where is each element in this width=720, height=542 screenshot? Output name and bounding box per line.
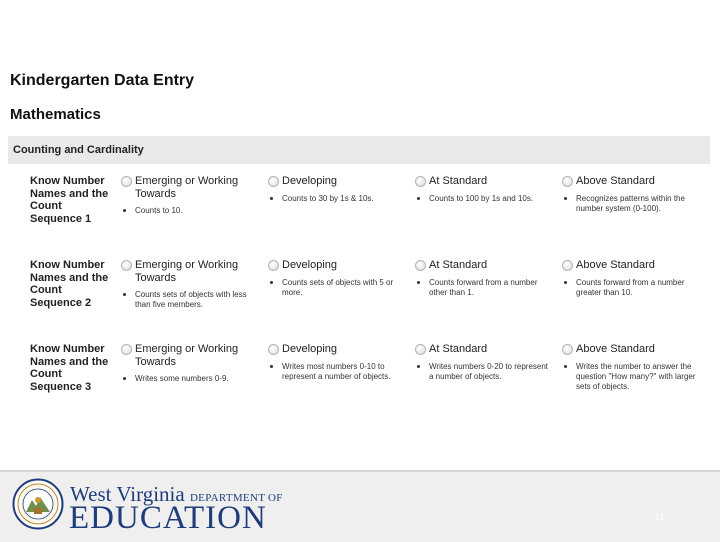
radio-button[interactable] — [121, 344, 132, 355]
section-title: Counting and Cardinality — [13, 144, 144, 156]
option-label: Developing — [282, 343, 338, 355]
bullet-icon — [123, 209, 126, 212]
option-above-standard[interactable] — [561, 259, 701, 298]
option-label: At Standard — [429, 343, 488, 355]
option-above-standard[interactable] — [561, 175, 701, 214]
bullet-icon — [564, 197, 567, 200]
bullet-icon — [123, 377, 126, 380]
radio-button[interactable] — [562, 176, 573, 187]
option-label: Emerging or Working Towards — [135, 343, 239, 368]
page-title: Kindergarten Data Entry — [10, 72, 195, 89]
option-developing[interactable] — [267, 259, 407, 298]
bullet-icon — [270, 281, 273, 284]
option-label: Emerging or Working Towards — [135, 175, 239, 200]
bullet-icon — [564, 365, 567, 368]
option-description: Counts forward from a number other than 1. — [429, 277, 538, 297]
option-label: At Standard — [429, 259, 488, 271]
radio-button[interactable] — [121, 260, 132, 271]
option-at-standard[interactable] — [414, 259, 554, 298]
option-developing[interactable] — [267, 343, 407, 382]
footer-banner — [0, 470, 720, 542]
option-description: Writes some numbers 0-9. — [135, 374, 229, 383]
radio-button[interactable] — [562, 260, 573, 271]
section-header — [8, 136, 710, 164]
option-description: Counts to 30 by 1s & 10s. — [282, 193, 374, 203]
option-description: Counts to 10. — [135, 206, 183, 215]
option-description: Writes numbers 0-20 to represent a number of objects. — [429, 361, 549, 381]
option-label: Above Standard — [576, 343, 655, 355]
option-label: At Standard — [429, 175, 488, 187]
radio-button[interactable] — [415, 176, 426, 187]
option-developing[interactable] — [267, 175, 407, 204]
radio-button[interactable] — [415, 344, 426, 355]
standard-row — [0, 259, 720, 341]
option-emerging[interactable] — [120, 259, 260, 310]
radio-button[interactable] — [268, 260, 279, 271]
radio-button[interactable] — [268, 176, 279, 187]
organization-wordmark: EDUCATION — [69, 500, 267, 536]
subject-heading: Mathematics — [10, 106, 101, 123]
bullet-icon — [270, 197, 273, 200]
radio-button[interactable] — [562, 344, 573, 355]
organization-name: West Virginia DEPARTMENT OF — [70, 482, 283, 506]
standard-row — [0, 343, 720, 425]
option-description: Counts forward from a number greater than 10. — [576, 277, 685, 297]
option-emerging[interactable] — [120, 343, 260, 384]
standard-label: Know Number Names and the Count Sequence 3 — [30, 343, 109, 393]
option-description: Counts sets of objects with 5 or more. — [282, 277, 394, 297]
bullet-icon — [417, 365, 420, 368]
option-description: Counts to 100 by 1s and 10s. — [429, 193, 534, 203]
bullet-icon — [564, 281, 567, 284]
option-at-standard[interactable] — [414, 175, 554, 204]
option-description: Counts sets of objects with less than five members. — [135, 290, 247, 309]
option-above-standard[interactable] — [561, 343, 701, 392]
option-description: Recognizes patterns within the number system (0-100). — [576, 193, 685, 213]
option-description: Writes the number to answer the question "How many?" with larger sets of objects. — [576, 361, 696, 391]
standard-row — [0, 175, 720, 257]
option-emerging[interactable] — [120, 175, 260, 216]
page-number: 11 — [655, 512, 665, 522]
standard-label: Know Number Names and the Count Sequence 2 — [30, 259, 109, 309]
bullet-icon — [417, 197, 420, 200]
option-label: Developing — [282, 259, 338, 271]
option-label: Above Standard — [576, 175, 655, 187]
option-at-standard[interactable] — [414, 343, 554, 382]
bullet-icon — [417, 281, 420, 284]
option-description: Writes most numbers 0-10 to represent a number of objects. — [282, 361, 391, 381]
option-label: Emerging or Working Towards — [135, 259, 239, 284]
option-label: Above Standard — [576, 259, 655, 271]
standard-label: Know Number Names and the Count Sequence 1 — [30, 175, 109, 225]
state-seal-icon — [12, 478, 64, 530]
option-label: Developing — [282, 175, 338, 187]
bullet-icon — [270, 365, 273, 368]
radio-button[interactable] — [415, 260, 426, 271]
radio-button[interactable] — [121, 176, 132, 187]
bullet-icon — [123, 293, 126, 296]
radio-button[interactable] — [268, 344, 279, 355]
